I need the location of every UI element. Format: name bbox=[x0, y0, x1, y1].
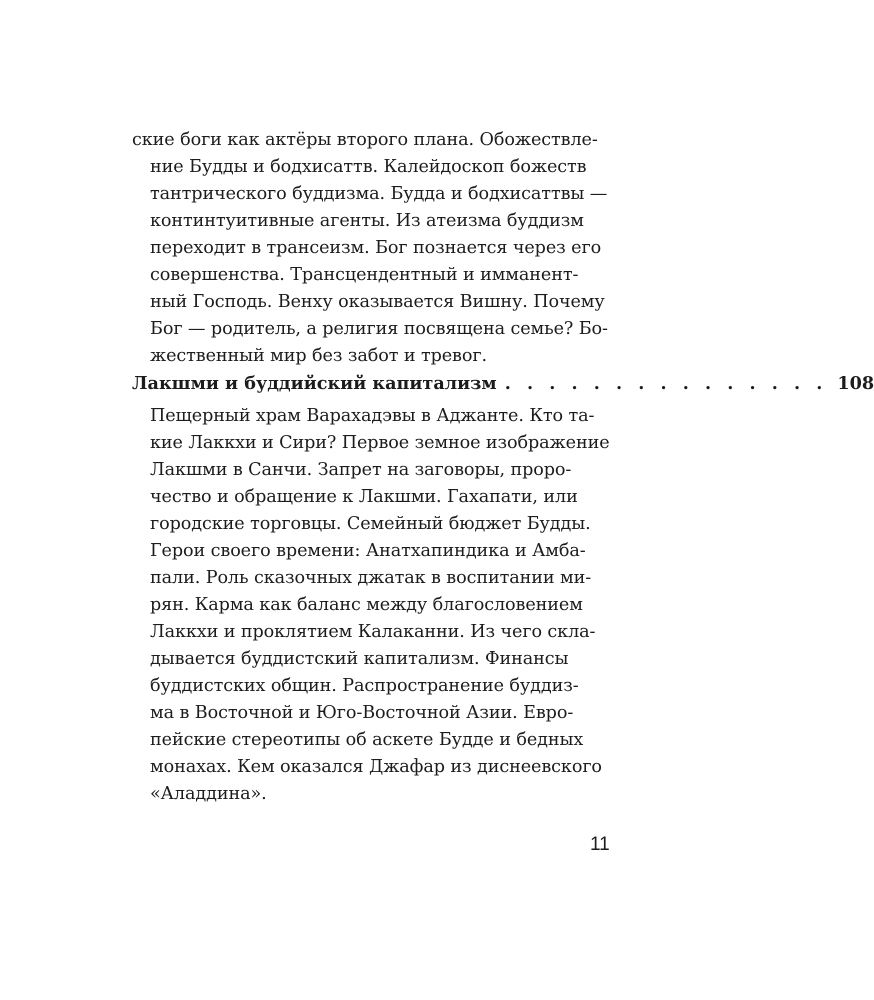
text-line: дывается буддистский капитализм. Финансы bbox=[150, 649, 569, 669]
text-line: тантрического буддизма. Будда и бодхисаттвы — bbox=[150, 184, 608, 204]
toc-entry bbox=[132, 370, 874, 397]
text-line: ские боги как актёры второго плана. Обожествле- bbox=[132, 130, 598, 150]
text-line: Лаккхи и проклятием Калаканни. Из чего скла- bbox=[150, 622, 596, 642]
text-line: переходит в трансеизм. Бог познается через его bbox=[150, 238, 602, 258]
text-line: ние Будды и бодхисаттв. Калейдоскоп божеств bbox=[150, 157, 587, 177]
text-line: чество и обращение к Лакшми. Гахапати, или bbox=[150, 487, 578, 507]
page-number: 11 bbox=[590, 834, 610, 855]
toc-entry-title: Лакшми и буддийский капитализм bbox=[132, 373, 497, 394]
text-line: континтуитивные агенты. Из атеизма буддизм bbox=[150, 211, 584, 231]
text-line: Пещерный храм Варахадэвы в Аджанте. Кто та- bbox=[150, 406, 595, 426]
text-line: Лакшми в Санчи. Запрет на заговоры, проро- bbox=[150, 460, 572, 480]
text-line: Бог — родитель, а религия посвящена семье? Бо- bbox=[150, 319, 608, 339]
text-line: жественный мир без забот и тревог. bbox=[150, 346, 487, 366]
text-line: рян. Карма как баланс между благословением bbox=[150, 595, 583, 615]
text-line: буддистских общин. Распространение буддиз- bbox=[150, 676, 579, 696]
toc-leader-dots: . . . . . . . . . . . . . . . bbox=[504, 373, 828, 394]
text-line: монахах. Кем оказался Джафар из диснеевского bbox=[150, 757, 602, 777]
text-line: пали. Роль сказочных джатак в воспитании ми- bbox=[150, 568, 592, 588]
text-line: Герои своего времени: Анатхапиндика и Амба- bbox=[150, 541, 586, 561]
text-line: ма в Восточной и Юго-Восточной Азии. Евро- bbox=[150, 703, 574, 723]
toc-entry-page: 108 bbox=[837, 373, 874, 394]
text-line: кие Лаккхи и Сири? Первое земное изображение bbox=[150, 433, 610, 453]
text-line: городские торговцы. Семейный бюджет Будды. bbox=[150, 514, 591, 534]
text-line: ный Господь. Венху оказывается Вишну. Почему bbox=[150, 292, 605, 312]
text-line: «Аладдина». bbox=[150, 784, 267, 804]
text-line: пейские стереотипы об аскете Будде и бедных bbox=[150, 730, 584, 750]
text-line: совершенства. Трансцендентный и имманент- bbox=[150, 265, 579, 285]
